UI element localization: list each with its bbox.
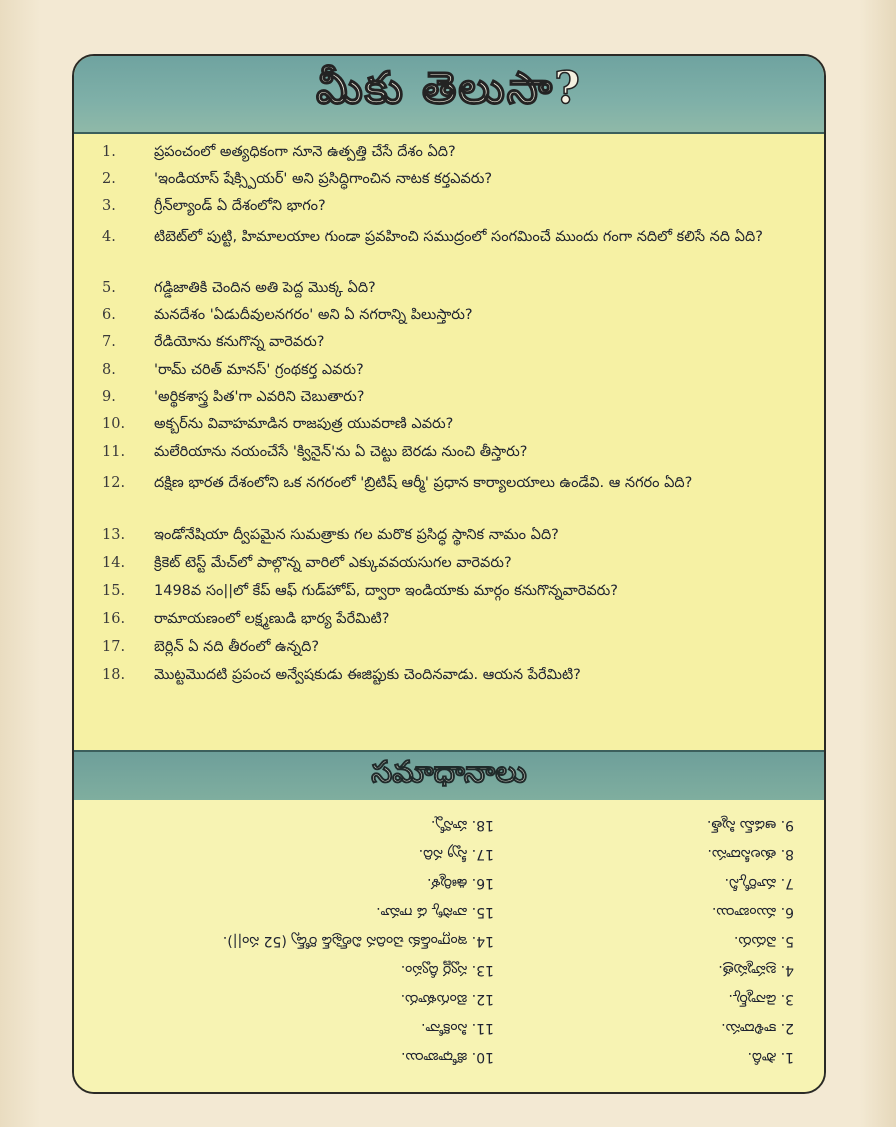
question-text: 'రామ్ చరిత్ మానస్' గ్రంథకర్త ఎవరు? bbox=[154, 362, 364, 378]
question-text: ఇండోనేషియా ద్వీపమైన సుమత్రాకు గల మరొక ప్రసిద్ధ స్థానిక నామం ఏది? bbox=[154, 527, 559, 543]
question-number: 18. bbox=[102, 667, 126, 683]
answer-text: మార్కోనీ. bbox=[724, 875, 777, 891]
question-number: 3. bbox=[102, 198, 116, 214]
answer-text: బ్రహ్మపుత్ర. bbox=[718, 962, 777, 978]
question-number: 4. bbox=[102, 229, 116, 245]
answer-number: 18. bbox=[471, 817, 494, 833]
answer-text: తులసీదాసు. bbox=[707, 846, 777, 862]
answer-number: 15. bbox=[471, 904, 494, 920]
answer-number: 12. bbox=[471, 991, 494, 1007]
answer-number: 11. bbox=[471, 1020, 494, 1036]
answer-item bbox=[94, 984, 494, 1013]
answer-text: వాస్కో డ గామా. bbox=[376, 904, 468, 920]
question-item bbox=[74, 442, 824, 470]
question-item bbox=[74, 278, 824, 305]
question-text: మనదేశం 'ఏడుదీవులనగరం' అని ఏ నగరాన్ని పిలుస్తారు? bbox=[154, 307, 473, 323]
answer-text: ఊర్మిళ. bbox=[427, 875, 468, 891]
answer-text: వెదురు. bbox=[733, 933, 777, 949]
answer-number: 10. bbox=[471, 1049, 494, 1065]
question-number: 11. bbox=[102, 444, 126, 460]
answer-item bbox=[504, 897, 794, 926]
page-title: మీకు తెలుసా? bbox=[316, 63, 582, 114]
question-text: 'అర్థికశాస్త్ర పిత'గా ఎవరిని చెబుతారు? bbox=[154, 389, 365, 405]
question-number: 5. bbox=[102, 280, 116, 296]
answer-text: ఆడమ్ స్మిత్. bbox=[706, 817, 777, 833]
question-item bbox=[74, 553, 824, 581]
answer-number: 3. bbox=[780, 991, 794, 1007]
question-item bbox=[74, 169, 824, 196]
question-number: 17. bbox=[102, 639, 126, 655]
question-number: 15. bbox=[102, 583, 126, 599]
answer-number: 7. bbox=[780, 875, 794, 891]
answer-item bbox=[94, 926, 494, 955]
answer-number: 6. bbox=[780, 904, 794, 920]
question-item bbox=[74, 360, 824, 387]
question-text: 1498వ సం||లో కేప్ ఆఫ్ గుడ్‌హోప్, ద్వారా ఇండియాకు మార్గం కనుగొన్నవారెవరు? bbox=[154, 583, 618, 599]
question-item bbox=[74, 470, 824, 525]
question-text: ప్రపంచంలో అత్యధికంగా నూనె ఉత్పత్తి చేసే దేశం ఏది? bbox=[154, 144, 456, 160]
answer-text: ఇంగ్లాండ్‌కు చెందిన విల్‌ఫ్రెడ్ రోడ్స్ (52 సం||). bbox=[222, 933, 468, 949]
answer-item bbox=[504, 839, 794, 868]
question-text: గ్రీన్‌ల్యాండ్ ఏ దేశంలోని భాగం? bbox=[154, 198, 326, 214]
question-item bbox=[74, 525, 824, 553]
answer-number: 8. bbox=[780, 846, 794, 862]
answer-item bbox=[94, 1042, 494, 1071]
answer-number: 2. bbox=[780, 1020, 794, 1036]
question-item bbox=[74, 305, 824, 332]
answer-item bbox=[94, 839, 494, 868]
answer-text: డెన్మార్క్. bbox=[728, 991, 777, 1007]
question-number: 6. bbox=[102, 307, 116, 323]
question-text: మలేరియాను నయంచేసే 'క్వినైన్'ను ఏ చెట్టు బెరడు నుంచి తీస్తారు? bbox=[154, 444, 528, 460]
question-number: 2. bbox=[102, 171, 116, 187]
question-item bbox=[74, 637, 824, 665]
question-text: అక్బర్‌ను వివాహమాడిన రాజపుత్ర యువరాణి ఎవరు? bbox=[154, 416, 454, 432]
answer-item bbox=[94, 897, 494, 926]
answers-panel bbox=[74, 800, 824, 1092]
question-text: బెర్లిన్ ఏ నది తీరంలో ఉన్నది? bbox=[154, 639, 320, 655]
question-text: రామాయణంలో లక్ష్మణుడి భార్య పేరేమిటి? bbox=[154, 611, 390, 627]
answer-item bbox=[94, 955, 494, 984]
answer-number: 17. bbox=[471, 846, 494, 862]
title-banner bbox=[74, 56, 824, 134]
question-text: మొట్టమొదటి ప్రపంచ అన్వేషకుడు ఈజిప్టుకు చెందినవాడు. ఆయన పేరేమిటి? bbox=[154, 667, 581, 683]
answer-text: హన్నో. bbox=[430, 817, 468, 833]
answer-item bbox=[504, 926, 794, 955]
question-number: 9. bbox=[102, 389, 116, 405]
question-number: 16. bbox=[102, 611, 126, 627]
question-text: క్రికెట్ టెస్ట్ మేచ్‌లో పాల్గొన్న వారిలో ఎక్కువవయసుగల వారెవరు? bbox=[154, 555, 512, 571]
question-item bbox=[74, 387, 824, 414]
answer-text: సింకోనా. bbox=[421, 1020, 468, 1036]
answer-number: 4. bbox=[780, 962, 794, 978]
answer-number: 16. bbox=[471, 875, 494, 891]
answer-item bbox=[94, 810, 494, 839]
question-number: 10. bbox=[102, 416, 126, 432]
question-item bbox=[74, 414, 824, 442]
question-list bbox=[74, 142, 824, 693]
question-item bbox=[74, 332, 824, 360]
answers-column-right bbox=[94, 810, 494, 1071]
answer-number: 13. bbox=[471, 962, 494, 978]
answer-text: స్ప్రీ నది. bbox=[418, 846, 468, 862]
question-text: గడ్డిజాతికి చెందిన అతి పెద్ద మొక్క ఏది? bbox=[154, 280, 376, 296]
answer-text: స్వర్ణ ద్వీపం. bbox=[400, 962, 468, 978]
answer-text: బెంగుళూరు. bbox=[400, 991, 468, 1007]
question-text: టిబెట్‌లో పుట్టి, హిమాలయాల గుండా ప్రవహించి సముద్రంలో సంగమించే ముందు గంగా నదిలో కలిసే నది ఏది? bbox=[154, 229, 763, 245]
quiz-card bbox=[72, 54, 826, 1094]
answer-item bbox=[504, 810, 794, 839]
answers-title: సమాధానాలు bbox=[371, 755, 527, 790]
answer-item bbox=[504, 955, 794, 984]
question-text: 'ఇండియాస్ షేక్స్పియర్' అని ప్రసిద్ధిగాంచిన నాటక కర్తఎవరు? bbox=[154, 171, 493, 187]
question-text: దక్షిణ భారత దేశంలోని ఒక నగరంలో 'బ్రిటిష్ ఆర్మీ' ప్రధాన కార్యాలయాలు ఉండేవి. ఆ నగరం ఏది? bbox=[154, 475, 693, 491]
answer-number: 9. bbox=[780, 817, 794, 833]
question-number: 14. bbox=[102, 555, 126, 571]
question-number: 7. bbox=[102, 334, 116, 350]
question-number: 8. bbox=[102, 362, 116, 378]
question-item bbox=[74, 609, 824, 637]
answers-column-left bbox=[504, 810, 794, 1071]
question-item bbox=[74, 581, 824, 609]
answers-banner bbox=[74, 750, 824, 802]
answer-item bbox=[504, 868, 794, 897]
answer-item bbox=[94, 1013, 494, 1042]
question-number: 1. bbox=[102, 144, 116, 160]
answer-text: ముంబాయి. bbox=[711, 904, 777, 920]
question-item bbox=[74, 224, 824, 278]
question-text: రేడియోను కనుగొన్న వారెవరు? bbox=[154, 334, 325, 350]
answer-text: కాళిదాసు. bbox=[721, 1020, 777, 1036]
answer-text: జోధాబాయి. bbox=[401, 1049, 468, 1065]
question-item bbox=[74, 142, 824, 169]
answer-number: 5. bbox=[780, 933, 794, 949]
answer-item bbox=[94, 868, 494, 897]
answer-number: 1. bbox=[780, 1049, 794, 1065]
answer-text: సౌదీ. bbox=[747, 1049, 777, 1065]
answer-item bbox=[504, 1042, 794, 1071]
question-number: 13. bbox=[102, 527, 126, 543]
answer-item bbox=[504, 1013, 794, 1042]
answer-item bbox=[504, 984, 794, 1013]
question-number: 12. bbox=[102, 475, 126, 491]
answer-number: 14. bbox=[471, 933, 494, 949]
question-item bbox=[74, 196, 824, 224]
question-item bbox=[74, 665, 824, 693]
